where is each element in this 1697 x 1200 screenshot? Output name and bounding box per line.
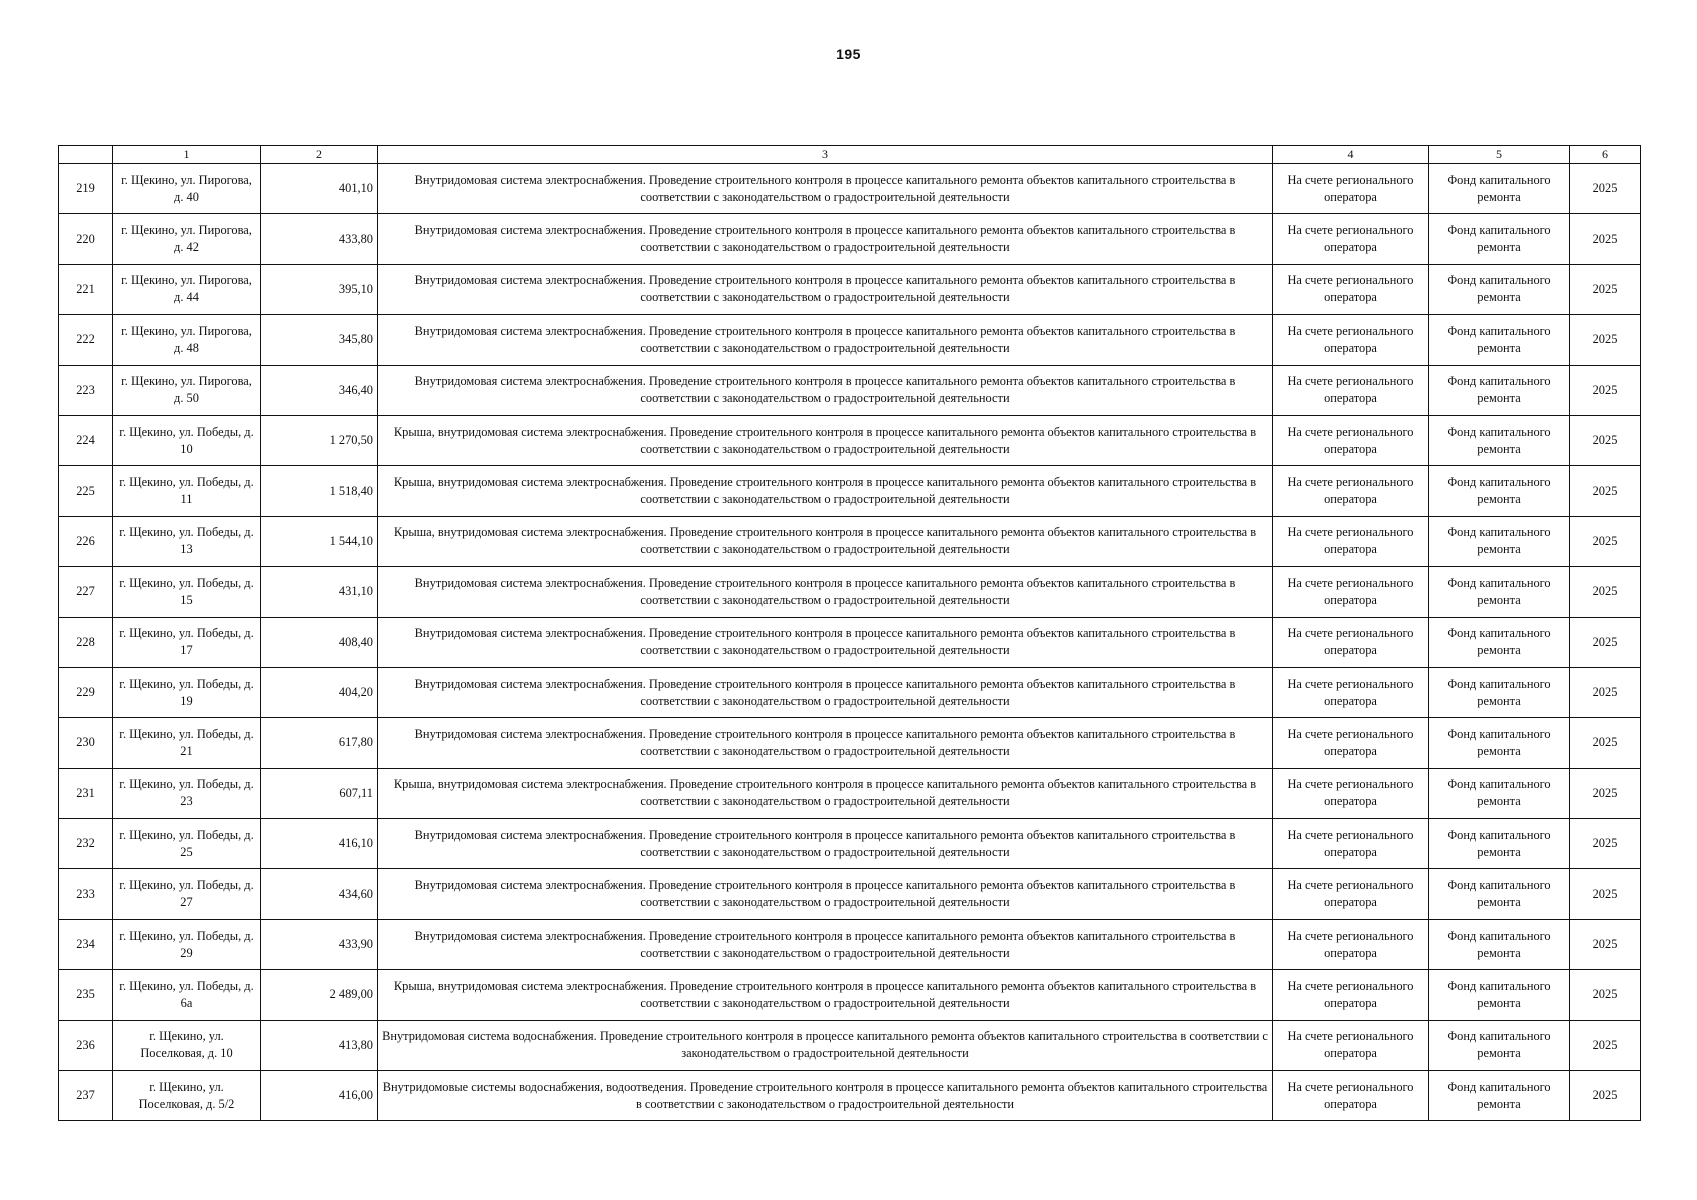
year-cell: 2025	[1570, 164, 1641, 214]
funding-source-cell: Фонд капитального ремонта	[1429, 466, 1570, 516]
area-cell: 395,10	[261, 264, 378, 314]
works-cell: Крыша, внутридомовая система электроснабжения. Проведение строительного контроля в процессе капитального ремонта объектов капитального строительства в соответствии с законодательством о градостроительной деятельности	[378, 970, 1273, 1020]
year-cell: 2025	[1570, 466, 1641, 516]
account-cell: На счете регионального оператора	[1273, 164, 1429, 214]
table-row	[59, 768, 1641, 818]
address-cell: г. Щекино, ул. Победы, д. 11	[113, 466, 261, 516]
row-number: 221	[59, 264, 113, 314]
works-cell: Крыша, внутридомовая система электроснабжения. Проведение строительного контроля в процессе капитального ремонта объектов капитального строительства в соответствии с законодательством о градостроительной деятельности	[378, 516, 1273, 566]
area-cell: 431,10	[261, 567, 378, 617]
funding-source-cell: Фонд капитального ремонта	[1429, 315, 1570, 365]
account-cell: На счете регионального оператора	[1273, 466, 1429, 516]
funding-source-cell: Фонд капитального ремонта	[1429, 768, 1570, 818]
address-cell: г. Щекино, ул. Поселковая, д. 5/2	[113, 1071, 261, 1121]
funding-source-cell: Фонд капитального ремонта	[1429, 970, 1570, 1020]
table-row	[59, 1020, 1641, 1070]
year-cell: 2025	[1570, 315, 1641, 365]
column-header-account: 4	[1273, 146, 1429, 164]
table-row	[59, 516, 1641, 566]
table-body	[59, 164, 1641, 1121]
row-number: 229	[59, 667, 113, 717]
funding-source-cell: Фонд капитального ремонта	[1429, 365, 1570, 415]
table-row	[59, 718, 1641, 768]
area-cell: 434,60	[261, 869, 378, 919]
area-cell: 404,20	[261, 667, 378, 717]
area-cell: 607,11	[261, 768, 378, 818]
area-cell: 1 270,50	[261, 415, 378, 465]
address-cell: г. Щекино, ул. Пирогова, д. 48	[113, 315, 261, 365]
year-cell: 2025	[1570, 718, 1641, 768]
table-row	[59, 164, 1641, 214]
account-cell: На счете регионального оператора	[1273, 264, 1429, 314]
table-row	[59, 667, 1641, 717]
works-cell: Внутридомовая система электроснабжения. Проведение строительного контроля в процессе капитального ремонта объектов капитального строительства в соответствии с законодательством о градостроительной деятельности	[378, 567, 1273, 617]
row-number: 236	[59, 1020, 113, 1070]
year-cell: 2025	[1570, 869, 1641, 919]
area-cell: 408,40	[261, 617, 378, 667]
account-cell: На счете регионального оператора	[1273, 617, 1429, 667]
row-number: 219	[59, 164, 113, 214]
funding-source-cell: Фонд капитального ремонта	[1429, 1020, 1570, 1070]
area-cell: 413,80	[261, 1020, 378, 1070]
year-cell: 2025	[1570, 667, 1641, 717]
page-number: 195	[836, 46, 861, 62]
works-cell: Внутридомовая система электроснабжения. Проведение строительного контроля в процессе капитального ремонта объектов капитального строительства в соответствии с законодательством о градостроительной деятельности	[378, 617, 1273, 667]
address-cell: г. Щекино, ул. Победы, д. 15	[113, 567, 261, 617]
area-cell: 2 489,00	[261, 970, 378, 1020]
row-number: 232	[59, 819, 113, 869]
area-cell: 1 544,10	[261, 516, 378, 566]
address-cell: г. Щекино, ул. Победы, д. 13	[113, 516, 261, 566]
account-cell: На счете регионального оператора	[1273, 718, 1429, 768]
row-number: 220	[59, 214, 113, 264]
table-row	[59, 466, 1641, 516]
table-row	[59, 919, 1641, 969]
address-cell: г. Щекино, ул. Победы, д. 17	[113, 617, 261, 667]
funding-source-cell: Фонд капитального ремонта	[1429, 415, 1570, 465]
year-cell: 2025	[1570, 567, 1641, 617]
capital-repair-table	[58, 145, 1641, 1121]
year-cell: 2025	[1570, 768, 1641, 818]
column-header-source: 5	[1429, 146, 1570, 164]
row-number: 237	[59, 1071, 113, 1121]
address-cell: г. Щекино, ул. Победы, д. 23	[113, 768, 261, 818]
row-number: 224	[59, 415, 113, 465]
year-cell: 2025	[1570, 1071, 1641, 1121]
account-cell: На счете регионального оператора	[1273, 1020, 1429, 1070]
year-cell: 2025	[1570, 415, 1641, 465]
row-number: 223	[59, 365, 113, 415]
year-cell: 2025	[1570, 1020, 1641, 1070]
column-header-area: 2	[261, 146, 378, 164]
area-cell: 416,10	[261, 819, 378, 869]
area-cell: 346,40	[261, 365, 378, 415]
area-cell: 1 518,40	[261, 466, 378, 516]
column-header-address: 1	[113, 146, 261, 164]
account-cell: На счете регионального оператора	[1273, 768, 1429, 818]
year-cell: 2025	[1570, 970, 1641, 1020]
funding-source-cell: Фонд капитального ремонта	[1429, 919, 1570, 969]
area-cell: 617,80	[261, 718, 378, 768]
row-number: 233	[59, 869, 113, 919]
account-cell: На счете регионального оператора	[1273, 365, 1429, 415]
account-cell: На счете регионального оператора	[1273, 567, 1429, 617]
account-cell: На счете регионального оператора	[1273, 819, 1429, 869]
table-row	[59, 869, 1641, 919]
funding-source-cell: Фонд капитального ремонта	[1429, 567, 1570, 617]
works-cell: Внутридомовая система электроснабжения. Проведение строительного контроля в процессе капитального ремонта объектов капитального строительства в соответствии с законодательством о градостроительной деятельности	[378, 164, 1273, 214]
address-cell: г. Щекино, ул. Победы, д. 10	[113, 415, 261, 465]
table-row	[59, 1071, 1641, 1121]
table-row	[59, 214, 1641, 264]
table-row	[59, 970, 1641, 1020]
account-cell: На счете регионального оператора	[1273, 1071, 1429, 1121]
year-cell: 2025	[1570, 919, 1641, 969]
area-cell: 433,80	[261, 214, 378, 264]
works-cell: Внутридомовая система электроснабжения. Проведение строительного контроля в процессе капитального ремонта объектов капитального строительства в соответствии с законодательством о градостроительной деятельности	[378, 365, 1273, 415]
works-cell: Внутридомовая система электроснабжения. Проведение строительного контроля в процессе капитального ремонта объектов капитального строительства в соответствии с законодательством о градостроительной деятельности	[378, 214, 1273, 264]
funding-source-cell: Фонд капитального ремонта	[1429, 1071, 1570, 1121]
table-row	[59, 567, 1641, 617]
address-cell: г. Щекино, ул. Пирогова, д. 40	[113, 164, 261, 214]
row-number: 228	[59, 617, 113, 667]
funding-source-cell: Фонд капитального ремонта	[1429, 264, 1570, 314]
funding-source-cell: Фонд капитального ремонта	[1429, 214, 1570, 264]
table-row	[59, 264, 1641, 314]
address-cell: г. Щекино, ул. Победы, д. 6а	[113, 970, 261, 1020]
area-cell: 401,10	[261, 164, 378, 214]
account-cell: На счете регионального оператора	[1273, 970, 1429, 1020]
row-number: 234	[59, 919, 113, 969]
address-cell: г. Щекино, ул. Поселковая, д. 10	[113, 1020, 261, 1070]
address-cell: г. Щекино, ул. Победы, д. 19	[113, 667, 261, 717]
funding-source-cell: Фонд капитального ремонта	[1429, 869, 1570, 919]
year-cell: 2025	[1570, 264, 1641, 314]
funding-source-cell: Фонд капитального ремонта	[1429, 819, 1570, 869]
account-cell: На счете регионального оператора	[1273, 667, 1429, 717]
funding-source-cell: Фонд капитального ремонта	[1429, 667, 1570, 717]
area-cell: 345,80	[261, 315, 378, 365]
row-number: 222	[59, 315, 113, 365]
column-header-works: 3	[378, 146, 1273, 164]
row-number: 226	[59, 516, 113, 566]
year-cell: 2025	[1570, 819, 1641, 869]
funding-source-cell: Фонд капитального ремонта	[1429, 164, 1570, 214]
account-cell: На счете регионального оператора	[1273, 315, 1429, 365]
address-cell: г. Щекино, ул. Победы, д. 21	[113, 718, 261, 768]
year-cell: 2025	[1570, 516, 1641, 566]
account-cell: На счете регионального оператора	[1273, 516, 1429, 566]
works-cell: Внутридомовая система водоснабжения. Проведение строительного контроля в процессе капитального ремонта объектов капитального строительства в соответствии с законодательством о градостроительной деятельности	[378, 1020, 1273, 1070]
account-cell: На счете регионального оператора	[1273, 415, 1429, 465]
works-cell: Внутридомовые системы водоснабжения, водоотведения. Проведение строительного контроля в процессе капитального ремонта объектов капитального строительства в соответствии с законодательством о градостроительной деятельности	[378, 1071, 1273, 1121]
account-cell: На счете регионального оператора	[1273, 869, 1429, 919]
works-cell: Внутридомовая система электроснабжения. Проведение строительного контроля в процессе капитального ремонта объектов капитального строительства в соответствии с законодательством о градостроительной деятельности	[378, 264, 1273, 314]
column-number-header-row	[59, 146, 1641, 164]
row-number: 230	[59, 718, 113, 768]
works-cell: Крыша, внутридомовая система электроснабжения. Проведение строительного контроля в процессе капитального ремонта объектов капитального строительства в соответствии с законодательством о градостроительной деятельности	[378, 768, 1273, 818]
table-row	[59, 617, 1641, 667]
address-cell: г. Щекино, ул. Победы, д. 27	[113, 869, 261, 919]
account-cell: На счете регионального оператора	[1273, 919, 1429, 969]
row-number: 227	[59, 567, 113, 617]
works-cell: Внутридомовая система электроснабжения. Проведение строительного контроля в процессе капитального ремонта объектов капитального строительства в соответствии с законодательством о градостроительной деятельности	[378, 718, 1273, 768]
account-cell: На счете регионального оператора	[1273, 214, 1429, 264]
table-row	[59, 365, 1641, 415]
works-cell: Внутридомовая система электроснабжения. Проведение строительного контроля в процессе капитального ремонта объектов капитального строительства в соответствии с законодательством о градостроительной деятельности	[378, 819, 1273, 869]
funding-source-cell: Фонд капитального ремонта	[1429, 617, 1570, 667]
row-number: 225	[59, 466, 113, 516]
works-cell: Внутридомовая система электроснабжения. Проведение строительного контроля в процессе капитального ремонта объектов капитального строительства в соответствии с законодательством о градостроительной деятельности	[378, 869, 1273, 919]
address-cell: г. Щекино, ул. Победы, д. 29	[113, 919, 261, 969]
year-cell: 2025	[1570, 214, 1641, 264]
column-header-year: 6	[1570, 146, 1641, 164]
address-cell: г. Щекино, ул. Пирогова, д. 50	[113, 365, 261, 415]
works-cell: Крыша, внутридомовая система электроснабжения. Проведение строительного контроля в процессе капитального ремонта объектов капитального строительства в соответствии с законодательством о градостроительной деятельности	[378, 415, 1273, 465]
works-cell: Внутридомовая система электроснабжения. Проведение строительного контроля в процессе капитального ремонта объектов капитального строительства в соответствии с законодательством о градостроительной деятельности	[378, 919, 1273, 969]
column-header-row-number	[59, 146, 113, 164]
works-cell: Внутридомовая система электроснабжения. Проведение строительного контроля в процессе капитального ремонта объектов капитального строительства в соответствии с законодательством о градостроительной деятельности	[378, 315, 1273, 365]
works-cell: Внутридомовая система электроснабжения. Проведение строительного контроля в процессе капитального ремонта объектов капитального строительства в соответствии с законодательством о градостроительной деятельности	[378, 667, 1273, 717]
area-cell: 416,00	[261, 1071, 378, 1121]
year-cell: 2025	[1570, 365, 1641, 415]
year-cell: 2025	[1570, 617, 1641, 667]
row-number: 231	[59, 768, 113, 818]
works-cell: Крыша, внутридомовая система электроснабжения. Проведение строительного контроля в процессе капитального ремонта объектов капитального строительства в соответствии с законодательством о градостроительной деятельности	[378, 466, 1273, 516]
address-cell: г. Щекино, ул. Победы, д. 25	[113, 819, 261, 869]
table-row	[59, 415, 1641, 465]
address-cell: г. Щекино, ул. Пирогова, д. 44	[113, 264, 261, 314]
table-row	[59, 819, 1641, 869]
funding-source-cell: Фонд капитального ремонта	[1429, 516, 1570, 566]
table-row	[59, 315, 1641, 365]
address-cell: г. Щекино, ул. Пирогова, д. 42	[113, 214, 261, 264]
area-cell: 433,90	[261, 919, 378, 969]
row-number: 235	[59, 970, 113, 1020]
funding-source-cell: Фонд капитального ремонта	[1429, 718, 1570, 768]
